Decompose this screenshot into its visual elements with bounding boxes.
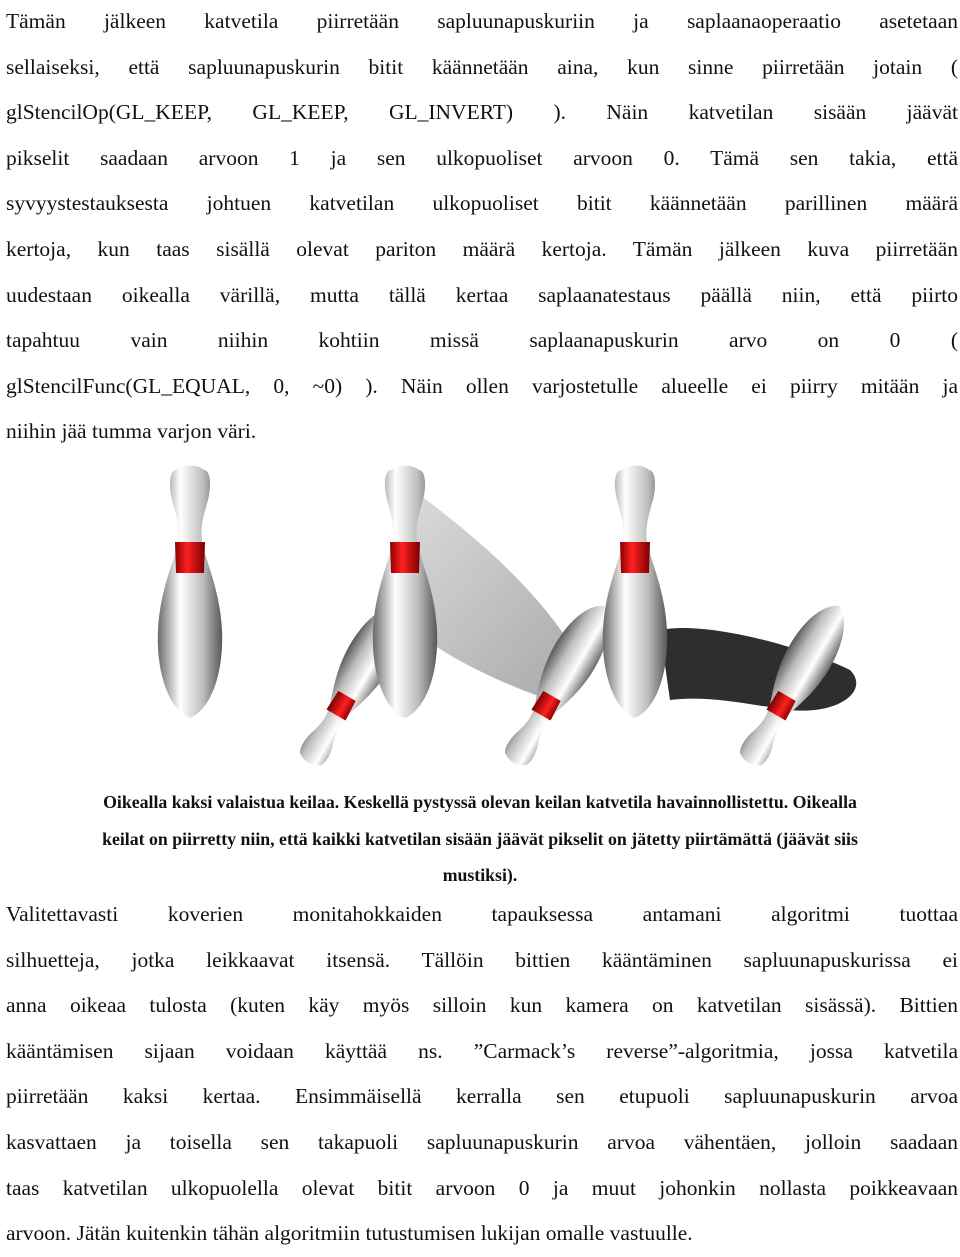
pins-shadow-volume-panel — [373, 466, 624, 775]
paragraph-line: Tämän jälkeen katvetila piirretään sapluunapuskuriin ja saplaanaoperaatio asetetaan — [6, 9, 958, 33]
paragraph-line: kasvattaen ja toisella sen takapuoli sapluunapuskurin arvoa vähentäen, jolloin saadaan — [6, 1129, 958, 1154]
paragraph-2 — [6, 892, 958, 1257]
paragraph-line: silhuetteja, jotka leikkaavat itsensä. Tällöin bittien kääntäminen sapluunapuskurissa ei — [6, 947, 958, 972]
paragraph-line: kääntämisen sijaan voidaan käyttää ns. ”Carmack’s reverse”-algoritmia, jossa katvetila — [6, 1038, 958, 1063]
paragraph-line: piirretään kaksi kertaa. Ensimmäisellä kerralla sen etupuoli sapluunapuskurin arvoa — [6, 1084, 958, 1109]
caption-line: Oikealla kaksi valaistua keilaa. Keskellä pystyssä olevan keilan katvetila havainnollistettu. Oikealla — [103, 792, 857, 812]
paragraph-line: Valitettavasti koverien monitahokkaiden tapauksessa antamani algoritmi tuottaa — [6, 902, 958, 926]
caption-line: keilat on piirretty niin, että kaikki katvetilan sisään jäävät pikselit on jätetty piirtämättä (jäävät siis — [102, 828, 858, 849]
paragraph-1 — [6, 0, 958, 455]
paragraph-line: arvoon. Jätän kuitenkin tähän algoritmiin tutustumisen lukijan omalle vastuulle. — [6, 1221, 693, 1246]
paragraph-line: sellaiseksi, että sapluunapuskurin bitit käännetään aina, kun sinne piirretään jotain ( — [6, 54, 958, 79]
paragraph-line: glStencilFunc(GL_EQUAL, 0, ~0) ). Näin ollen varjostetulle alueelle ei piirry mitään ja — [6, 373, 958, 398]
paragraph-line: syvyystestauksesta johtuen katvetilan ulkopuoliset bitit käännetään parillinen määrä — [6, 191, 958, 216]
paragraph-line: tapahtuu vain niihin kohtiin missä saplaanapuskurin arvo on 0 ( — [6, 328, 958, 353]
paragraph-line: taas katvetilan ulkopuolella olevat bitit arvoon 0 ja muut johonkin nollasta poikkeavaan — [6, 1175, 958, 1200]
figure-caption — [0, 784, 960, 894]
paragraph-line: pikselit saadaan arvoon 1 ja sen ulkopuoliset arvoon 0. Tämä sen takia, että — [6, 145, 958, 170]
paragraph-line: niihin jää tumma varjon väri. — [6, 419, 257, 444]
paragraph-line: glStencilOp(GL_KEEP, GL_KEEP, GL_INVERT) ). Näin katvetilan sisään jäävät — [6, 100, 958, 125]
paragraph-line: uudestaan oikealla värillä, mutta tällä kertaa saplaanatestaus päällä niin, että piirto — [6, 282, 958, 307]
paragraph-line: kertoja, kun taas sisällä olevat pariton määrä kertoja. Tämän jälkeen kuva piirretään — [6, 236, 958, 261]
paragraph-line: anna oikeaa tulosta (kuten käy myös silloin kun kamera on katvetilan sisässä). Bittien — [6, 993, 958, 1018]
pins-shadowed-panel — [603, 466, 859, 775]
bowling-pins-figure — [150, 460, 960, 780]
caption-line: mustiksi). — [442, 865, 518, 885]
